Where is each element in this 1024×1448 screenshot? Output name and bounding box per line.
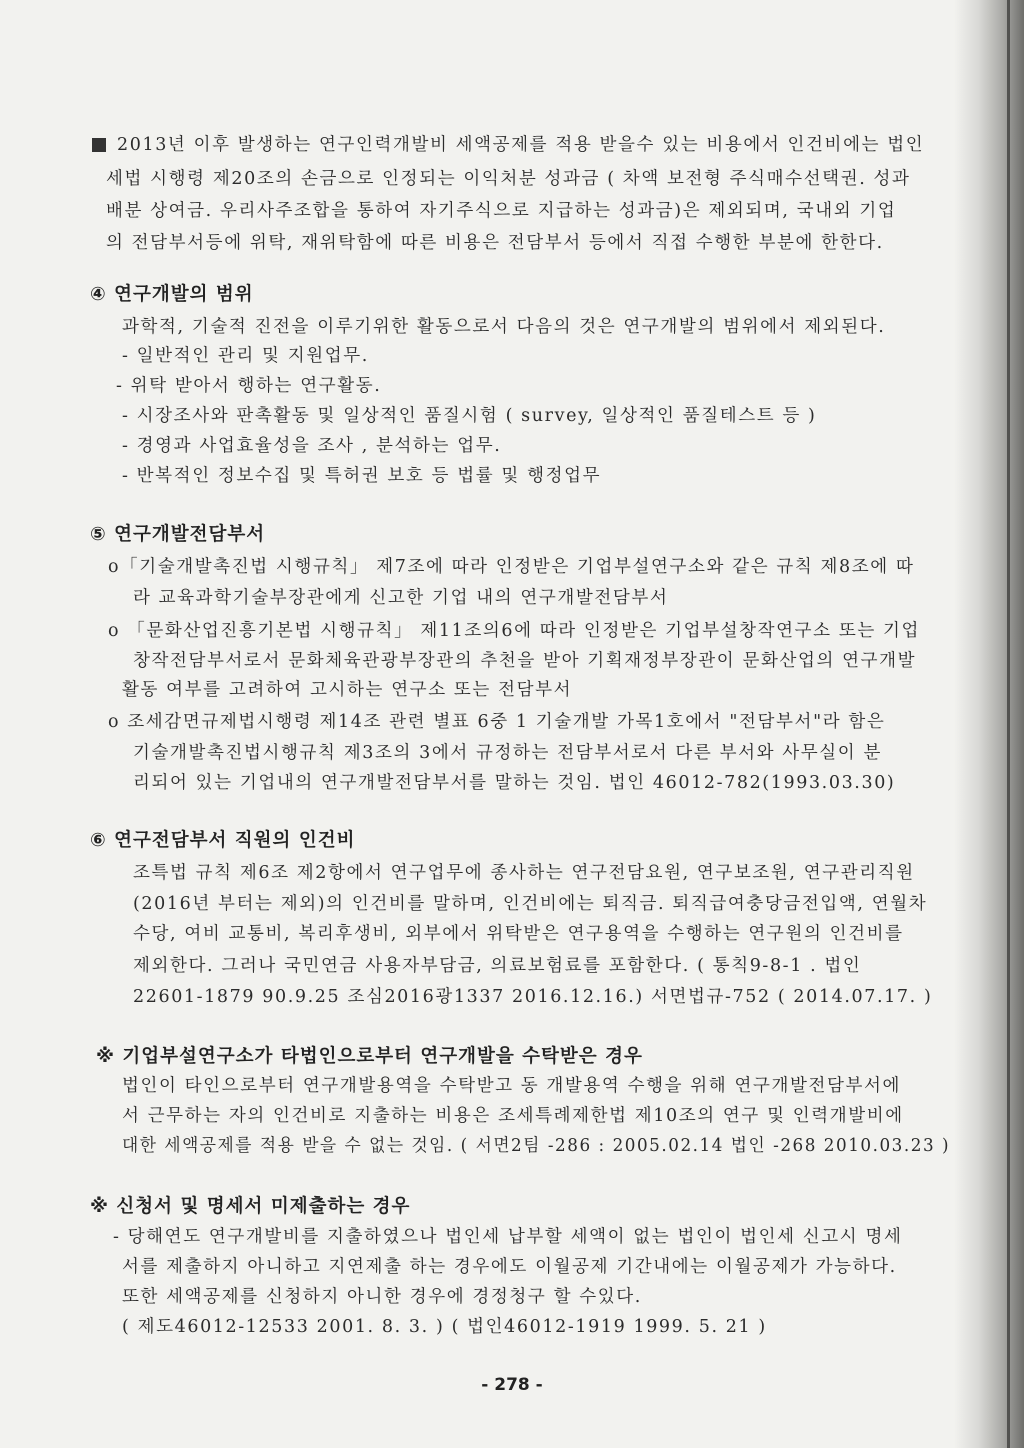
body-line: 서 근무하는 자의 인건비로 지출하는 비용은 조세특례제한법 제10조의 연구 및 인력개발비에 bbox=[122, 1106, 904, 1126]
list-item: - 위탁 받아서 행하는 연구활동. bbox=[116, 376, 382, 396]
intro-line: 2013년 이후 발생하는 연구인력개발비 세액공제를 적용 받을수 있는 비용에서 인건비에는 법인 bbox=[117, 135, 925, 155]
section-heading: ⑥ 연구전담부서 직원의 인건비 bbox=[90, 830, 356, 851]
section-heading: ④ 연구개발의 범위 bbox=[90, 284, 254, 305]
body-line: 활동 여부를 고려하여 고시하는 연구소 또는 전담부서 bbox=[122, 680, 573, 700]
body-line: o「기술개발촉진법 시행규칙」 제7조에 따라 인정받은 기업부설연구소와 같은 규칙 제8조에 따 bbox=[108, 557, 915, 577]
body-line: 대한 세액공제를 적용 받을 수 없는 것임. ( 서면2팀 -286 : 2005.02.14 법인 -268 2010.03.23 ) bbox=[122, 1136, 951, 1156]
body-line: 또한 세액공제를 신청하지 아니한 경우에 경정청구 할 수있다. bbox=[122, 1287, 642, 1307]
body-line: 창작전담부서로서 문화체육관광부장관의 추천을 받아 기획재정부장관이 문화산업의 연구개발 bbox=[133, 651, 917, 671]
body-line: 과학적, 기술적 진전을 이루기위한 활동으로서 다음의 것은 연구개발의 범위에서 제외된다. bbox=[122, 317, 886, 337]
body-line: 라 교육과학기술부장관에게 신고한 기업 내의 연구개발전담부서 bbox=[133, 588, 669, 608]
body-line: 서를 제출하지 아니하고 지연제출 하는 경우에도 이월공제 기간내에는 이월공제가 가능하다. bbox=[122, 1257, 897, 1277]
body-line: 법인이 타인으로부터 연구개발용역을 수탁받고 동 개발용역 수행을 위해 연구개발전담부서에 bbox=[122, 1076, 901, 1096]
section-heading: ⑤ 연구개발전담부서 bbox=[90, 524, 266, 545]
body-line: 제외한다. 그러나 국민연금 사용자부담금, 의료보험료를 포함한다. ( 통칙9-8-1 . 법인 bbox=[133, 956, 862, 976]
body-line: 수당, 여비 교통비, 복리후생비, 외부에서 위탁받은 연구용역을 수행하는 연구원의 인건비를 bbox=[133, 924, 904, 944]
body-line: o 「문화산업진흥기본법 시행규칙」 제11조의6에 따라 인정받은 기업부설창작연구소 또는 기업 bbox=[108, 621, 921, 641]
body-line: - 당해연도 연구개발비를 지출하였으나 법인세 납부할 세액이 없는 법인이 법인세 신고시 명세 bbox=[113, 1227, 903, 1247]
page-number: - 278 - bbox=[481, 1375, 543, 1395]
square-bullet-icon bbox=[92, 138, 106, 152]
note-heading: ※ 신청서 및 명세서 미제출하는 경우 bbox=[90, 1196, 411, 1217]
list-item: - 경영과 사업효율성을 조사 , 분석하는 업무. bbox=[122, 436, 502, 456]
list-item: - 시장조사와 판촉활동 및 일상적인 품질시험 ( survey, 일상적인 품질테스트 등 ) bbox=[122, 406, 817, 426]
body-line: 기술개발촉진법시행규칙 제3조의 3에서 규정하는 전담부서로서 다른 부서와 사무실이 분 bbox=[133, 743, 882, 763]
body-line: ( 제도46012-12533 2001. 8. 3. ) ( 법인46012-1919 1999. 5. 21 ) bbox=[122, 1317, 767, 1337]
intro-line: 의 전담부서등에 위탁, 재위탁함에 따른 비용은 전담부서 등에서 직접 수행한 부분에 한한다. bbox=[106, 233, 884, 253]
body-line: 조특법 규칙 제6조 제2항에서 연구업무에 종사하는 연구전담요원, 연구보조원, 연구관리직원 bbox=[133, 863, 915, 883]
intro-line: 세법 시행령 제20조의 손금으로 인정되는 이익처분 성과금 ( 차액 보전형 주식매수선택권. 성과 bbox=[106, 169, 911, 189]
binding-shadow bbox=[954, 0, 1024, 1448]
body-line: o 조세감면규제법시행령 제14조 관련 별표 6중 1 기술개발 가목1호에서 "전담부서"라 함은 bbox=[108, 712, 886, 732]
binding-edge bbox=[1007, 0, 1010, 1448]
body-line: (2016년 부터는 제외)의 인건비를 말하며, 인건비에는 퇴직금. 퇴직급여충당금전입액, 연월차 bbox=[133, 894, 928, 914]
intro-line: 배분 상여금. 우리사주조합을 통하여 자기주식으로 지급하는 성과금)은 제외되며, 국내외 기업 bbox=[106, 201, 897, 221]
list-item: - 반복적인 정보수집 및 특허권 보호 등 법률 및 행정업무 bbox=[122, 466, 602, 486]
list-item: - 일반적인 관리 및 지원업무. bbox=[122, 346, 369, 366]
body-line: 22601-1879 90.9.25 조심2016광1337 2016.12.16.) 서면법규-752 ( 2014.07.17. ) bbox=[133, 987, 933, 1007]
body-line: 리되어 있는 기업내의 연구개발전담부서를 말하는 것임. 법인 46012-782(1993.03.30) bbox=[133, 773, 896, 793]
note-heading: ※ 기업부설연구소가 타법인으로부터 연구개발을 수탁받은 경우 bbox=[96, 1046, 643, 1067]
